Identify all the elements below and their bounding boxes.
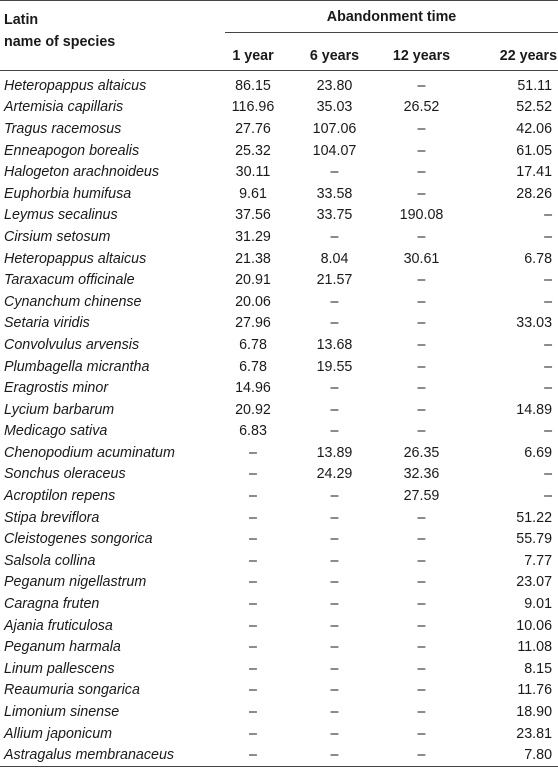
value-cell: – <box>330 531 339 548</box>
value-cell: 37.56 <box>235 207 271 224</box>
value-cell: 13.89 <box>316 444 353 461</box>
value-cell: – <box>544 207 553 224</box>
value-cell: 32.36 <box>403 466 440 483</box>
value-cell: – <box>417 293 426 310</box>
species-name-cell: Lycium barbarum <box>4 401 115 418</box>
value-cell: – <box>417 704 426 721</box>
value-cell: – <box>417 596 426 613</box>
table-row <box>0 71 558 97</box>
value-cell: – <box>249 704 257 721</box>
value-cell: – <box>417 531 426 548</box>
table-row <box>0 334 558 356</box>
table-row <box>0 226 558 248</box>
value-cell: 116.96 <box>231 99 275 116</box>
species-name-cell: Chenopodium acuminatum <box>4 444 175 461</box>
value-cell: – <box>417 639 426 656</box>
value-cell: 23.80 <box>316 77 353 94</box>
value-cell: – <box>417 228 426 245</box>
value-cell: 17.41 <box>516 164 553 181</box>
table-row <box>0 118 558 140</box>
species-name-cell: Eragrostis minor <box>4 380 109 397</box>
species-name-cell: Heteropappus altaicus <box>4 250 147 267</box>
value-cell: – <box>330 704 339 721</box>
value-cell: 26.52 <box>403 99 440 116</box>
species-name-cell: Cleistogenes songorica <box>4 531 153 548</box>
value-cell: – <box>544 272 553 289</box>
value-cell: – <box>330 423 339 440</box>
value-cell: 14.89 <box>516 401 553 418</box>
value-cell: 6.78 <box>524 250 553 267</box>
value-cell: – <box>417 682 426 699</box>
value-cell: 26.35 <box>403 444 440 461</box>
value-cell: – <box>544 380 553 397</box>
table-row <box>0 658 558 680</box>
value-cell: – <box>417 315 426 332</box>
value-cell: – <box>544 293 553 310</box>
value-cell: – <box>330 380 339 397</box>
value-cell: – <box>249 444 257 461</box>
value-cell: 33.03 <box>516 315 553 332</box>
value-cell: – <box>249 552 257 569</box>
species-name-cell: Caragna fruten <box>4 596 100 613</box>
species-name-cell: Astragalus membranaceus <box>0 744 215 766</box>
value-cell: – <box>417 380 426 397</box>
table-row <box>0 377 558 399</box>
value-cell: – <box>249 596 257 613</box>
table-row <box>0 572 558 594</box>
table-row <box>0 356 558 378</box>
table-row <box>0 723 558 745</box>
species-name-cell: Medicago sativa <box>4 423 108 440</box>
value-cell: 20.91 <box>235 272 271 289</box>
value-cell: 30.61 <box>403 250 440 267</box>
value-cell: – <box>544 488 553 505</box>
value-cell: 35.03 <box>316 99 353 116</box>
value-cell: – <box>330 682 339 699</box>
value-cell: 55.79 <box>516 531 553 548</box>
species-name-cell: Ajania fruticulosa <box>4 617 113 634</box>
value-cell: 6.78 <box>239 336 267 353</box>
value-cell: – <box>330 315 339 332</box>
value-cell: 10.06 <box>516 617 553 634</box>
species-name-cell: Tragus racemosus <box>4 120 122 137</box>
value-cell: – <box>330 228 339 245</box>
value-cell: – <box>249 509 257 526</box>
value-cell: – <box>417 164 426 181</box>
year-header-22: 22 years <box>499 47 558 64</box>
value-cell: 13.68 <box>316 336 353 353</box>
value-cell: – <box>330 164 339 181</box>
table-body <box>0 71 558 767</box>
species-name-cell: Cynanchum chinense <box>4 293 142 310</box>
species-name-cell: Plumbagella micrantha <box>4 358 150 375</box>
value-cell: 6.78 <box>239 358 267 375</box>
value-cell: – <box>330 574 339 591</box>
value-cell: 51.11 <box>517 77 553 94</box>
species-name-cell: Setaria viridis <box>4 315 90 332</box>
value-cell: – <box>330 401 339 418</box>
value-cell: 6.69 <box>524 444 553 461</box>
value-cell: 27.76 <box>235 120 271 137</box>
value-cell: 190.08 <box>399 207 444 224</box>
value-cell: 8.04 <box>320 250 349 267</box>
latin-header-line1: Latin <box>4 12 39 28</box>
species-name-cell: Linum pallescens <box>4 660 115 677</box>
table-row <box>0 97 558 119</box>
value-cell: – <box>330 639 339 656</box>
value-cell: 42.06 <box>516 120 553 137</box>
value-cell: – <box>417 574 426 591</box>
value-cell: 23.81 <box>516 725 553 742</box>
value-cell: 27.59 <box>403 488 440 505</box>
value-cell: 23.07 <box>516 574 553 591</box>
value-cell: 7.77 <box>524 552 553 569</box>
table-row <box>0 615 558 637</box>
value-cell: 18.90 <box>516 704 553 721</box>
value-cell: 86.15 <box>235 77 271 94</box>
table-row <box>0 744 558 766</box>
value-cell: – <box>544 336 553 353</box>
value-cell: 21.38 <box>235 250 271 267</box>
value-cell: 9.61 <box>239 185 267 202</box>
species-name-cell: Limonium sinense <box>4 704 120 721</box>
species-name-cell: Salsola collina <box>4 552 96 569</box>
value-cell: 14.96 <box>235 380 271 397</box>
value-cell: 107.06 <box>312 120 357 137</box>
value-cell: 25.32 <box>235 142 271 159</box>
value-cell: – <box>330 293 339 310</box>
table-row <box>0 248 558 270</box>
value-cell: 19.55 <box>316 358 353 375</box>
species-name-cell: Cirsium setosum <box>4 228 111 245</box>
table-row <box>0 161 558 183</box>
value-cell: – <box>330 488 339 505</box>
value-cell: – <box>249 466 257 483</box>
value-cell: – <box>544 466 553 483</box>
species-name-cell: Convolvulus arvensis <box>4 336 140 353</box>
value-cell: – <box>249 682 257 699</box>
value-cell: – <box>417 77 426 94</box>
table-row <box>0 680 558 702</box>
value-cell: – <box>417 142 426 159</box>
value-cell: – <box>330 509 339 526</box>
value-cell: 20.92 <box>235 401 271 418</box>
value-cell: – <box>249 531 257 548</box>
value-cell: 6.83 <box>239 423 267 440</box>
value-cell: – <box>417 660 426 677</box>
value-cell: 11.76 <box>517 682 553 699</box>
species-name-cell: Leymus secalinus <box>4 207 118 224</box>
value-cell: – <box>378 744 465 766</box>
table-row <box>0 399 558 421</box>
table-row <box>0 528 558 550</box>
table-row <box>0 464 558 486</box>
species-name-cell: Euphorbia humifusa <box>4 185 132 202</box>
table-row <box>0 140 558 162</box>
value-cell: – <box>544 423 553 440</box>
table-row <box>0 205 558 227</box>
value-cell: 8.15 <box>524 660 553 677</box>
species-name-cell: Enneapogon borealis <box>4 142 140 159</box>
value-cell: 104.07 <box>312 142 357 159</box>
value-cell: – <box>249 488 257 505</box>
value-cell: – <box>249 617 257 634</box>
value-cell: 21.57 <box>316 272 353 289</box>
value-cell: – <box>544 358 553 375</box>
value-cell: 51.22 <box>516 509 553 526</box>
value-cell: – <box>330 596 339 613</box>
year-header-6: 6 years <box>309 47 360 64</box>
value-cell: 11.08 <box>517 639 553 656</box>
species-name-cell: Taraxacum officinale <box>4 272 135 289</box>
value-cell: 52.52 <box>516 99 553 116</box>
value-cell: – <box>417 272 426 289</box>
value-cell: 24.29 <box>316 466 353 483</box>
value-cell: – <box>417 185 426 202</box>
value-cell: – <box>417 336 426 353</box>
table-row <box>0 421 558 443</box>
year-header-12: 12 years <box>392 47 451 64</box>
species-name-cell: Peganum nigellastrum <box>4 574 147 591</box>
species-name-cell: Heteropappus altaicus <box>4 77 147 94</box>
species-name-cell: Reaumuria songarica <box>4 682 140 699</box>
value-cell: – <box>417 358 426 375</box>
table-row <box>0 269 558 291</box>
value-cell: – <box>417 120 426 137</box>
value-cell: 30.11 <box>235 164 271 181</box>
latin-name-header <box>0 1 215 71</box>
value-cell: – <box>215 744 291 766</box>
value-cell: 31.29 <box>235 228 271 245</box>
species-name-cell: Halogeton arachnoideus <box>4 164 159 181</box>
value-cell: – <box>330 725 339 742</box>
value-cell: – <box>249 725 257 742</box>
value-cell: – <box>417 617 426 634</box>
value-cell: 7.80 <box>465 744 558 766</box>
value-cell: – <box>330 660 339 677</box>
value-cell: – <box>417 552 426 569</box>
value-cell: 33.75 <box>316 207 353 224</box>
value-cell: – <box>249 639 257 656</box>
species-name-cell: Allium japonicum <box>4 725 113 742</box>
abandonment-time-label: Abandonment time <box>225 9 558 33</box>
table-row <box>0 291 558 313</box>
value-cell: 9.01 <box>524 596 553 613</box>
table-row <box>0 507 558 529</box>
value-cell: – <box>249 660 257 677</box>
value-cell: – <box>544 228 553 245</box>
value-cell: – <box>330 617 339 634</box>
year-header-1: 1 year <box>232 47 274 64</box>
value-cell: – <box>417 509 426 526</box>
value-cell: – <box>330 552 339 569</box>
value-cell: 61.05 <box>516 142 553 159</box>
table-row <box>0 636 558 658</box>
species-name-cell: Peganum harmala <box>4 639 121 656</box>
value-cell: 27.96 <box>235 315 271 332</box>
species-name-cell: Artemisia capillaris <box>4 99 124 116</box>
species-name-cell: Sonchus oleraceus <box>4 466 126 483</box>
table-header <box>0 1 558 71</box>
table-row <box>0 701 558 723</box>
value-cell: – <box>417 725 426 742</box>
species-name-cell: Stipa breviflora <box>4 509 100 526</box>
value-cell: – <box>249 574 257 591</box>
table-row <box>0 442 558 464</box>
table-row <box>0 183 558 205</box>
value-cell: 33.58 <box>316 185 353 202</box>
value-cell: – <box>417 401 426 418</box>
latin-header-line2: name of species <box>4 34 116 50</box>
table-row <box>0 593 558 615</box>
table-row <box>0 550 558 572</box>
table-row <box>0 485 558 507</box>
table-row <box>0 313 558 335</box>
species-name-cell: Acroptilon repens <box>4 488 116 505</box>
value-cell: – <box>291 744 378 766</box>
value-cell: – <box>417 423 426 440</box>
value-cell: 28.26 <box>516 185 553 202</box>
abandonment-time-header <box>215 1 558 42</box>
value-cell: 20.06 <box>235 293 271 310</box>
